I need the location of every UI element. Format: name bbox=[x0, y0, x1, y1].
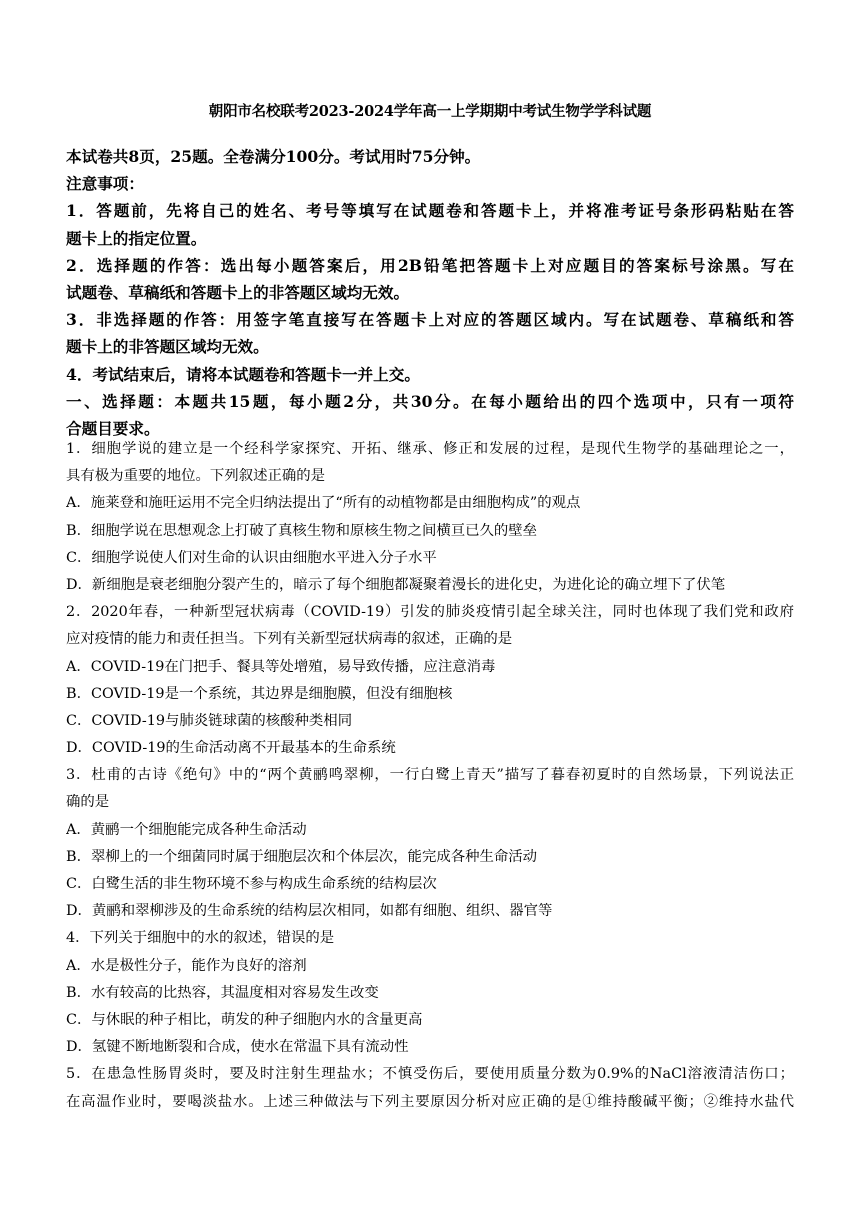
question-2-option-d: D．COVID-19的生命活动离不开最基本的生命系统 bbox=[66, 740, 396, 757]
question-2-stem: 2．2020年春，一种新型冠状病毒（COVID-19）引发的肺炎疫情引起全球关注，同时也体现了我们党和政府 bbox=[66, 604, 794, 621]
notice-item-3-cont: 题卡上的非答题区域均无效。 bbox=[66, 337, 269, 357]
exam-info-line: 本试卷共8页，25题。全卷满分100分。考试用时75分钟。 bbox=[66, 147, 481, 166]
notice-heading: 注意事项： bbox=[66, 174, 144, 194]
question-1-option-c: C．细胞学说使人们对生命的认识由细胞水平进入分子水平 bbox=[66, 549, 437, 566]
question-3-option-c: C．白鹭生活的非生物环境不参与构成生命系统的结构层次 bbox=[66, 876, 437, 892]
notice-item-2: 2．选择题的作答：选出每小题答案后，用2B铅笔把答题卡上对应题目的答案标号涂黑。写在 bbox=[66, 255, 794, 275]
question-1-option-b: B．细胞学说在思想观念上打破了真核生物和原核生物之间横亘已久的壁垒 bbox=[66, 522, 538, 539]
question-4-option-a: A．水是极性分子，能作为良好的溶剂 bbox=[66, 957, 307, 974]
question-2-option-a: A．COVID-19在门把手、餐具等处增殖，易导致传播，应注意消毒 bbox=[66, 658, 496, 675]
question-4-option-d: D．氢键不断地断裂和合成，使水在常温下具有流动性 bbox=[66, 1039, 409, 1056]
exam-title: 朝阳市名校联考2023-2024学年高一上学期期中考试生物学学科试题 bbox=[208, 103, 652, 120]
question-4-stem: 4．下列关于细胞中的水的叙述，错误的是 bbox=[66, 930, 335, 947]
question-2-option-b: B．COVID-19是一个系统，其边界是细胞膜，但没有细胞核 bbox=[66, 685, 453, 702]
section-heading-cont: 合题目要求。 bbox=[66, 418, 160, 438]
question-3-option-b: B．翠柳上的一个细菌同时属于细胞层次和个体层次，能完成各种生命活动 bbox=[66, 848, 538, 865]
notice-item-2-cont: 试题卷、草稿纸和答题卡上的非答题区域均无效。 bbox=[66, 282, 410, 302]
questions bbox=[66, 436, 794, 1116]
question-1-stem-cont: 具有极为重要的地位。下列叙述正确的是 bbox=[66, 468, 326, 485]
question-5-stem: 5．在患急性肠胃炎时，要及时注射生理盐水；不慎受伤后，要使用质量分数为0.9%的NaCl溶液清洁伤口； bbox=[66, 1066, 794, 1083]
section-heading: 一、选择题：本题共15题，每小题2分，共30分。在每小题给出的四个选项中，只有一项符 bbox=[66, 391, 794, 411]
exam-instructions bbox=[66, 143, 794, 442]
question-3-stem: 3．杜甫的古诗《绝句》中的“两个黄鹂鸣翠柳，一行白鹭上青天”描写了暮春初夏时的自然场景，下列说法正 bbox=[66, 767, 794, 784]
notice-item-1-cont: 题卡上的指定位置。 bbox=[66, 228, 207, 248]
question-3-option-a: A．黄鹂一个细胞能完成各种生命活动 bbox=[66, 821, 307, 838]
question-1-option-d: D．新细胞是衰老细胞分裂产生的，暗示了每个细胞都凝聚着漫长的进化史，为进化论的确立埋下了伏笔 bbox=[66, 576, 726, 593]
question-3-stem-cont: 确的是 bbox=[66, 794, 110, 811]
question-3-option-d: D．黄鹂和翠柳涉及的生命系统的结构层次相同，如都有细胞、组织、器官等 bbox=[66, 903, 553, 920]
question-5-stem-cont: 在高温作业时，要喝淡盐水。上述三种做法与下列主要原因分析对应正确的是①维持酸碱平衡；②维持水盐代 bbox=[66, 1093, 794, 1110]
question-1-stem: 1．细胞学说的建立是一个经科学家探究、开拓、继承、修正和发展的过程，是现代生物学的基础理论之一， bbox=[66, 441, 794, 457]
notice-item-3: 3．非选择题的作答：用签字笔直接写在答题卡上对应的答题区域内。写在试题卷、草稿纸和答 bbox=[66, 310, 794, 330]
question-1-option-a: A．施莱登和施旺运用不完全归纳法提出了“所有的动植物都是由细胞构成”的观点 bbox=[66, 495, 581, 512]
question-2-stem-cont: 应对疫情的能力和责任担当。下列有关新型冠状病毒的叙述，正确的是 bbox=[66, 631, 513, 648]
question-2-option-c: C．COVID-19与肺炎链球菌的核酸种类相同 bbox=[66, 712, 353, 729]
question-4-option-c: C．与休眠的种子相比，萌发的种子细胞内水的含量更高 bbox=[66, 1011, 423, 1028]
notice-item-1: 1．答题前，先将自己的姓名、考号等填写在试题卷和答题卡上，并将准考证号条形码粘贴在答 bbox=[66, 201, 794, 221]
notice-item-4: 4．考试结束后，请将本试题卷和答题卡一并上交。 bbox=[66, 364, 420, 384]
question-4-option-b: B．水有较高的比热容，其温度相对容易发生改变 bbox=[66, 984, 379, 1001]
